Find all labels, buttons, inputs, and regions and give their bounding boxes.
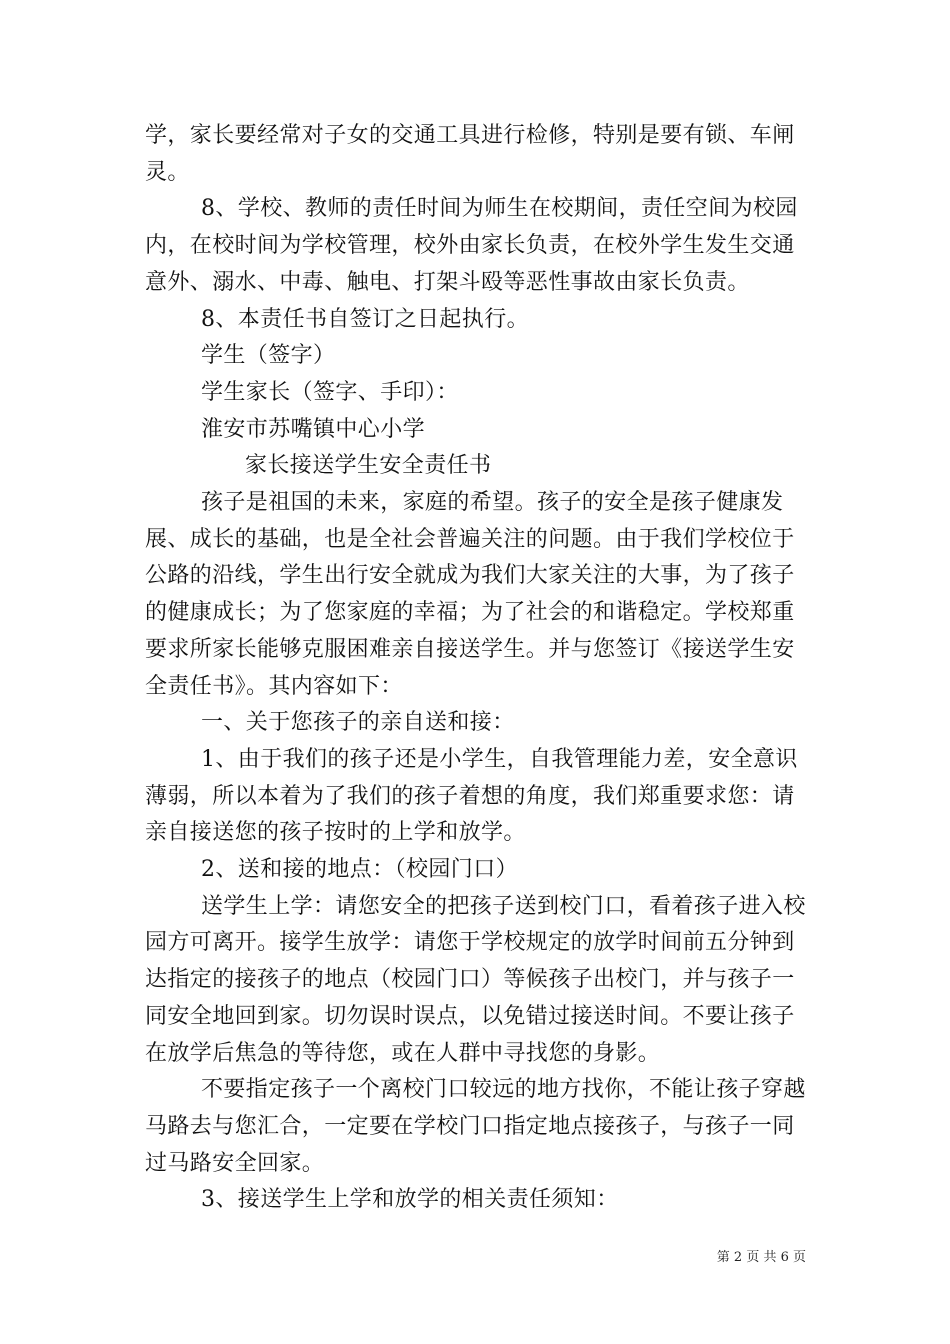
paragraph-meeting-point: 不要指定孩子一个离校门口较远的地方找你，不能让孩子穿越马路去与您汇合，一定要在学校门口指定地点接孩子，与孩子一同过马路安全回家。: [145, 1077, 806, 1176]
document-body: [145, 118, 815, 1219]
paragraph-introduction: 孩子是祖国的未来，家庭的希望。孩子的安全是孩子健康发展、成长的基础，也是全社会普遍关注的问题。由于我们学校位于公路的沿线，学生出行安全就成为我们大家关注的大事，为了孩子的健康成长；为了您家庭的幸福；为了社会的和谐稳定。学校郑重要求所家长能够克服困难亲自接送学生。并与您签订《接送学生安全责任书》。其内容如下：: [145, 490, 795, 699]
paragraph-item-3: 3、接送学生上学和放学的相关责任须知：: [201, 1187, 619, 1213]
school-name: 淮安市苏嘴镇中心小学: [201, 416, 426, 442]
paragraph-item-2: 2、送和接的地点：（校园门口）: [201, 857, 518, 883]
student-signature-line: 学生（签字）: [201, 343, 336, 369]
paragraph-transport-check: 学，家长要经常对子女的交通工具进行检修，特别是要有锁、车闸灵。: [145, 123, 795, 185]
paragraph-drop-off-pick-up: 送学生上学：请您安全的把孩子送到校门口，看着孩子进入校园方可离开。接学生放学：请您于学校规定的放学时间前五分钟到达指定的接孩子的地点（校园门口）等候孩子出校门，并与孩子一同安全地回到家。切勿误时误点，以免错过接送时间。不要让孩子在放学后焦急的等待您，或在人群中寻找您的身影。: [145, 893, 806, 1066]
parent-signature-line: 学生家长（签字、手印）：: [201, 379, 459, 405]
paragraph-effective-date: 8、本责任书自签订之日起执行。: [201, 306, 529, 332]
page-number: 第 2 页 共 6 页: [716, 1250, 806, 1265]
paragraph-responsibility-time: 8、学校、教师的责任时间为师生在校期间，责任空间为校园内，在校时间为学校管理，校外由家长负责，在校外学生发生交通意外、溺水、中毒、触电、打架斗殴等恶性事故由家长负责。: [145, 196, 798, 295]
paragraph-item-1: 1、由于我们的孩子还是小学生，自我管理能力差，安全意识薄弱，所以本着为了我们的孩子着想的角度，我们郑重要求您：请亲自接送您的孩子按时的上学和放学。: [145, 746, 798, 846]
document-title: 家长接送学生安全责任书: [245, 453, 492, 479]
section-heading-one: 一、关于您孩子的亲自送和接：: [201, 710, 515, 736]
